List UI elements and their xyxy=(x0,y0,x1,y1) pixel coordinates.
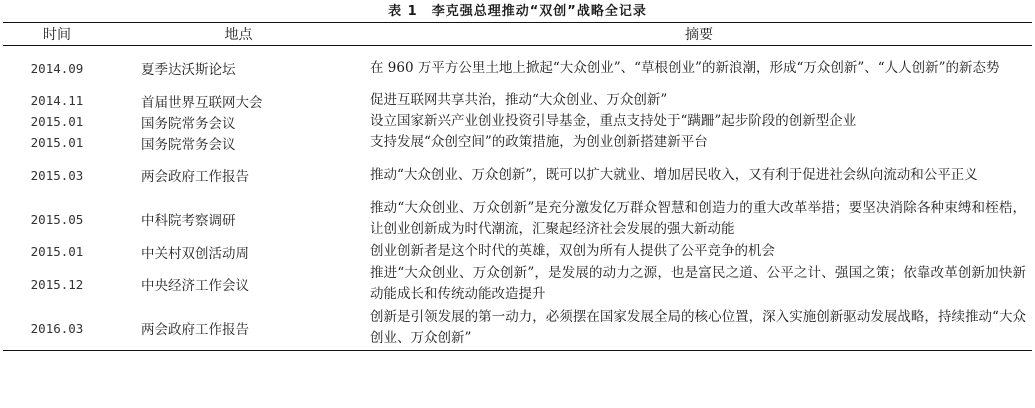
table-row xyxy=(3,90,1032,111)
cell-time: 2015.12 xyxy=(30,276,84,292)
table-row xyxy=(3,241,1032,262)
table-row xyxy=(3,132,1032,153)
table-title: 李克强总理推动“双创”战略全记录 xyxy=(431,4,647,19)
cell-summary: 推动“大众创业、万众创新”，既可以扩大就业、增加居民收入，又有利于促进社会纵向流动和公平正义 xyxy=(370,166,978,183)
cell-place: 首届世界互联网大会 xyxy=(141,94,263,111)
cell-time: 2015.01 xyxy=(30,135,84,150)
cell-summary: 创业创新者是这个时代的英雄，双创为所有人提供了公平竞争的机会 xyxy=(370,243,775,259)
header-time: 时间 xyxy=(3,23,111,46)
cell-summary: 创新是引领发展的第一动力，必须摆在国家发展全局的核心位置，深入实施创新驱动发展战略，持续推动“大众创业、万众创新” xyxy=(370,309,1026,346)
table-number: 表 1 xyxy=(388,4,418,19)
table-row xyxy=(3,46,1032,91)
cell-place: 中科院考察调研 xyxy=(141,213,236,229)
cell-place: 国务院常务会议 xyxy=(141,136,236,153)
cell-time: 2014.11 xyxy=(30,93,84,108)
cell-place: 两会政府工作报告 xyxy=(141,169,249,185)
cell-place: 夏季达沃斯论坛 xyxy=(141,62,236,78)
cell-time: 2015.05 xyxy=(30,211,84,227)
cell-place: 中关村双创活动周 xyxy=(141,245,249,262)
cell-place: 国务院常务会议 xyxy=(141,115,236,132)
cell-time: 2016.03 xyxy=(30,320,84,336)
table-caption xyxy=(3,0,1032,22)
cell-summary: 推动“大众创业、万众创新”是充分激发亿万群众智慧和创造力的重大改革举措；要坚决消除各种束缚和桎梏，让创业创新成为时代潮流，汇聚起经济社会发展的强大新动能 xyxy=(370,200,1026,237)
cell-summary: 在 960 万平方公里土地上掀起“大众创业”、“草根创业”的新浪潮，形成“万众创新”、“人人创新”的新态势 xyxy=(370,59,1000,76)
table-row xyxy=(3,153,1032,197)
record-table xyxy=(3,22,1032,351)
header-summary: 摘要 xyxy=(366,23,1032,46)
cell-time: 2015.01 xyxy=(30,114,84,129)
table-row xyxy=(3,197,1032,241)
table-row xyxy=(3,262,1032,306)
table-row xyxy=(3,111,1032,132)
cell-time: 2014.09 xyxy=(30,60,84,76)
cell-summary: 推进“大众创业、万众创新”，是发展的动力之源，也是富民之道、公平之计、强国之策；依靠改革创新加快新动能成长和传统动能改造提升 xyxy=(370,265,1026,302)
table-row xyxy=(3,306,1032,351)
table-body xyxy=(3,46,1032,351)
cell-summary: 支持发展“众创空间”的政策措施，为创业创新搭建新平台 xyxy=(370,134,708,150)
cell-summary: 设立国家新兴产业创业投资引导基金，重点支持处于“蹒跚”起步阶段的创新型企业 xyxy=(370,113,857,129)
cell-time: 2015.01 xyxy=(30,244,84,259)
cell-place: 中央经济工作会议 xyxy=(141,278,249,294)
cell-time: 2015.03 xyxy=(30,167,84,183)
cell-summary: 促进互联网共享共治，推动“大众创业、万众创新” xyxy=(370,92,668,108)
header-place: 地点 xyxy=(111,23,366,46)
table-header-row xyxy=(3,23,1032,46)
cell-place: 两会政府工作报告 xyxy=(141,322,249,338)
